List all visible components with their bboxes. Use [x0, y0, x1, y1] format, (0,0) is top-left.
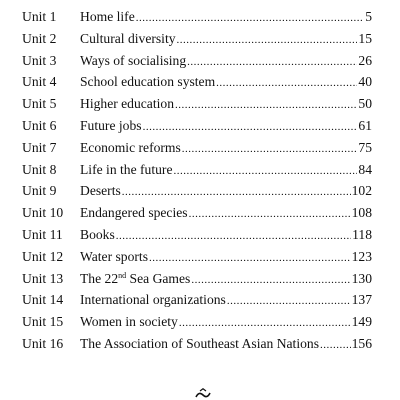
toc-row-unit-7 [22, 137, 372, 159]
dot-leader [189, 204, 351, 226]
page-number: 40 [358, 74, 372, 90]
unit-number: Unit 4 [22, 74, 57, 90]
toc-row-unit-16 [22, 333, 372, 355]
unit-title: Life in the future [80, 161, 173, 177]
unit-number: Unit 8 [22, 161, 57, 177]
dot-leader [191, 270, 350, 292]
dot-leader [182, 139, 358, 161]
toc-row-unit-3 [22, 50, 372, 72]
toc-row-unit-5 [22, 93, 372, 115]
toc-row-unit-12 [22, 246, 372, 268]
dot-leader [136, 8, 364, 30]
unit-number: Unit 3 [22, 52, 57, 68]
toc-row-unit-6 [22, 115, 372, 137]
page-number: 5 [365, 9, 372, 24]
toc-row-unit-11 [22, 224, 372, 246]
unit-number: Unit 6 [22, 117, 57, 133]
dot-leader [175, 95, 357, 117]
unit-number: Unit 12 [22, 248, 64, 264]
dot-leader [320, 335, 351, 357]
dot-leader [116, 226, 351, 248]
unit-title: Cultural diversity [80, 30, 176, 46]
toc-row-unit-15 [22, 311, 372, 333]
page-number: 102 [351, 183, 372, 199]
unit-title: Water sports [80, 248, 148, 264]
unit-number: Unit 14 [22, 292, 64, 308]
page-number: 26 [358, 52, 372, 68]
unit-title: Women in society [80, 314, 178, 330]
unit-title: Books [80, 226, 115, 242]
unit-title: International organizations [80, 292, 226, 308]
unit-number: Unit 1 [22, 9, 57, 24]
toc-row-unit-13 [22, 268, 372, 290]
toc-row-unit-8 [22, 159, 372, 181]
unit-number: Unit 16 [22, 335, 64, 351]
dot-leader [179, 313, 351, 335]
unit-title: Home life [80, 9, 135, 24]
page-number: 61 [358, 117, 372, 133]
dot-leader [177, 30, 358, 52]
unit-title [80, 268, 191, 290]
page-number: 108 [351, 205, 372, 221]
dot-leader [216, 73, 357, 95]
unit-title-rest: Sea Games [126, 270, 191, 286]
unit-title-superscript: nd [118, 270, 127, 280]
unit-title: The Association of Southeast Asian Nations [80, 335, 319, 351]
page-number: 84 [358, 161, 372, 177]
toc-row-unit-2 [22, 28, 372, 50]
dot-leader [122, 182, 351, 204]
unit-title: Deserts [80, 183, 121, 199]
dot-leader [143, 117, 358, 139]
unit-number: Unit 5 [22, 96, 57, 112]
unit-title: Economic reforms [80, 139, 181, 155]
page-number: 130 [351, 270, 372, 286]
unit-title: Higher education [80, 96, 174, 112]
page-number: 50 [358, 96, 372, 112]
toc-row-unit-14 [22, 289, 372, 311]
unit-number: Unit 10 [22, 205, 64, 221]
page-number: 149 [351, 314, 372, 330]
unit-title: Ways of socialising [80, 52, 187, 68]
toc-row-unit-1 [22, 6, 372, 28]
unit-number: Unit 11 [22, 226, 63, 242]
unit-number: Unit 13 [22, 270, 64, 286]
page-number: 137 [351, 292, 372, 308]
toc-row-unit-9 [22, 180, 372, 202]
page-number: 75 [358, 139, 372, 155]
unit-title: School education system [80, 74, 216, 90]
unit-number: Unit 15 [22, 314, 64, 330]
dot-leader [173, 161, 357, 183]
dot-leader [227, 291, 351, 313]
unit-title: Endangered species [80, 205, 188, 221]
dot-leader [187, 52, 357, 74]
page-number: 123 [351, 248, 372, 264]
decorative-flourish-icon [194, 388, 212, 400]
page-number: 15 [358, 30, 372, 46]
unit-number: Unit 2 [22, 30, 57, 46]
unit-number: Unit 9 [22, 183, 57, 199]
unit-title-base: The 22 [80, 270, 119, 286]
toc-row-unit-10 [22, 202, 372, 224]
page-number: 118 [352, 226, 372, 242]
table-of-contents [22, 6, 372, 355]
unit-title: Future jobs [80, 117, 142, 133]
page-number: 156 [351, 335, 372, 351]
unit-number: Unit 7 [22, 139, 57, 155]
dot-leader [149, 248, 351, 270]
toc-row-unit-4 [22, 71, 372, 93]
